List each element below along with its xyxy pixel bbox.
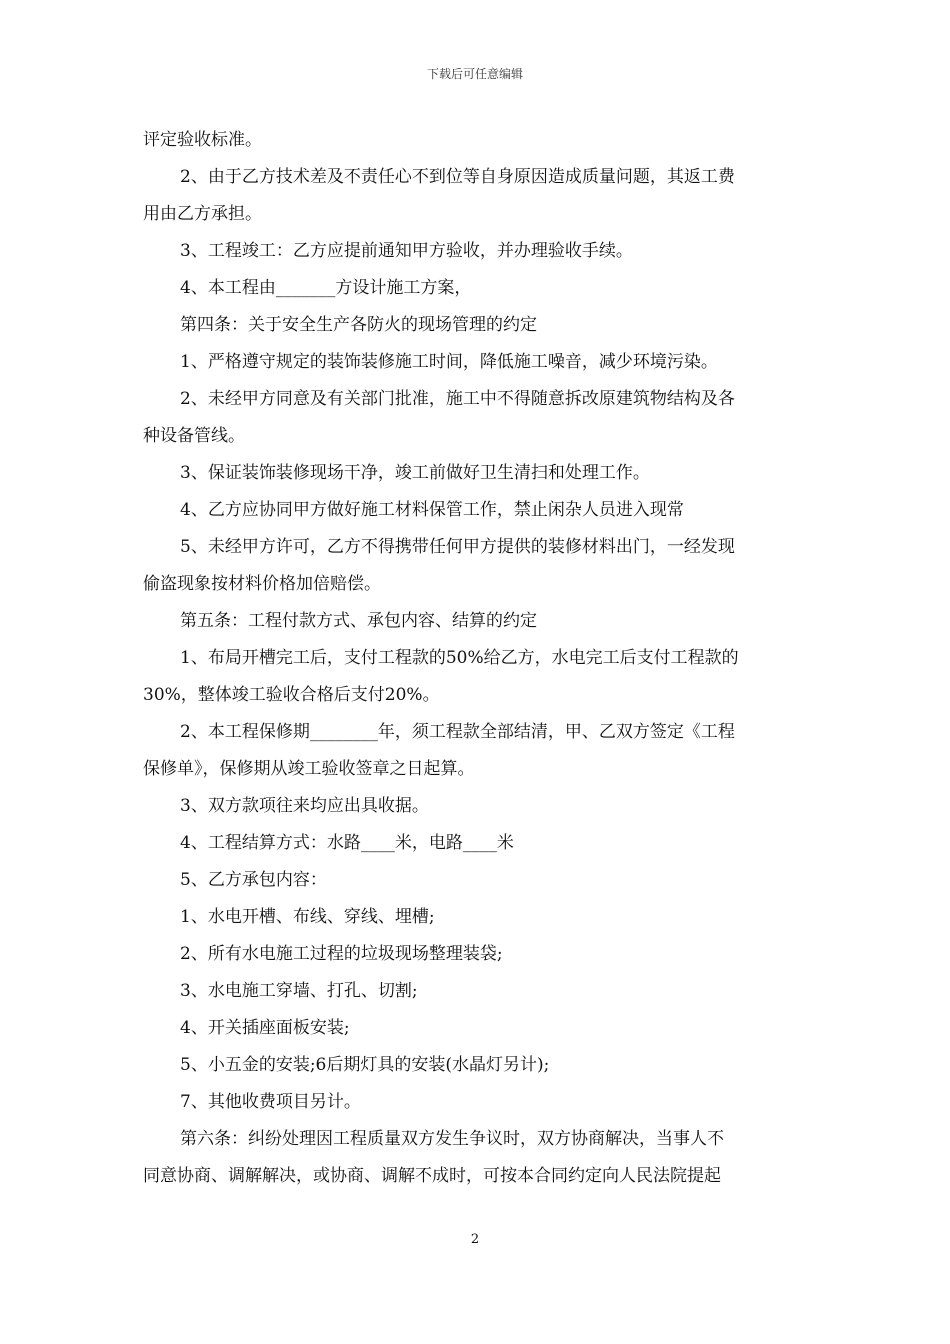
text-line: 3、工程竣工：乙方应提前通知甲方验收，并办理验收手续。 (180, 241, 633, 261)
text-line: 2、本工程保修期________年，须工程款全部结清，甲、乙双方签定《工程 (180, 722, 735, 742)
text-line: 5、未经甲方许可，乙方不得携带任何甲方提供的装修材料出门，一经发现 (180, 537, 735, 557)
text-line: 评定验收标准。 (143, 130, 262, 150)
text-line: 2、所有水电施工过程的垃圾现场整理装袋; (180, 944, 503, 964)
text-line: 4、本工程由_______方设计施工方案， (180, 278, 472, 298)
document-body (143, 122, 808, 1195)
text-line: 4、开关插座面板安装; (180, 1018, 350, 1038)
text-line: 2、未经甲方同意及有关部门批准，施工中不得随意拆改原建筑物结构及各 (180, 389, 735, 409)
text-line: 保修单》，保修期从竣工验收签章之日起算。 (143, 759, 475, 779)
text-line: 1、严格遵守规定的装饰装修施工时间，降低施工噪音，减少环境污染。 (180, 352, 718, 372)
text-line: 3、水电施工穿墙、打孔、切割; (180, 981, 418, 1001)
text-line: 5、小五金的安装;6后期灯具的安装(水晶灯另计); (180, 1055, 550, 1075)
text-line: 偷盗现象按材料价格加倍赔偿。 (143, 574, 381, 594)
text-line: 1、布局开槽完工后，支付工程款的50%给乙方，水电完工后支付工程款的 (180, 648, 739, 668)
text-line: 2、由于乙方技术差及不责任心不到位等自身原因造成质量问题，其返工费 (180, 167, 735, 187)
text-line: 3、保证装饰装修现场干净，竣工前做好卫生清扫和处理工作。 (180, 463, 650, 483)
text-line: 第五条：工程付款方式、承包内容、结算的约定 (180, 611, 537, 631)
page-header: 下载后可任意编辑 (426, 67, 523, 81)
text-line: 第四条：关于安全生产各防火的现场管理的约定 (180, 315, 537, 335)
text-line: 1、水电开槽、布线、穿线、埋槽; (180, 907, 435, 927)
text-line: 3、双方款项往来均应出具收据。 (180, 796, 429, 816)
text-line: 同意协商、调解解决，或协商、调解不成时，可按本合同约定向人民法院提起 (143, 1166, 721, 1186)
text-line: 用由乙方承担。 (143, 204, 262, 224)
text-line: 第六条：纠纷处理因工程质量双方发生争议时，双方协商解决，当事人不 (180, 1129, 724, 1149)
text-line: 种设备管线。 (143, 426, 245, 446)
text-line: 5、乙方承包内容： (180, 870, 327, 890)
text-line: 7、其他收费项目另计。 (180, 1092, 361, 1112)
page-number: 2 (470, 1232, 480, 1247)
text-line: 4、乙方应协同甲方做好施工材料保管工作，禁止闲杂人员进入现常 (180, 500, 684, 520)
text-line: 4、工程结算方式：水路____米，电路____米 (180, 833, 514, 853)
text-line: 30%，整体竣工验收合格后支付20%。 (143, 685, 440, 705)
